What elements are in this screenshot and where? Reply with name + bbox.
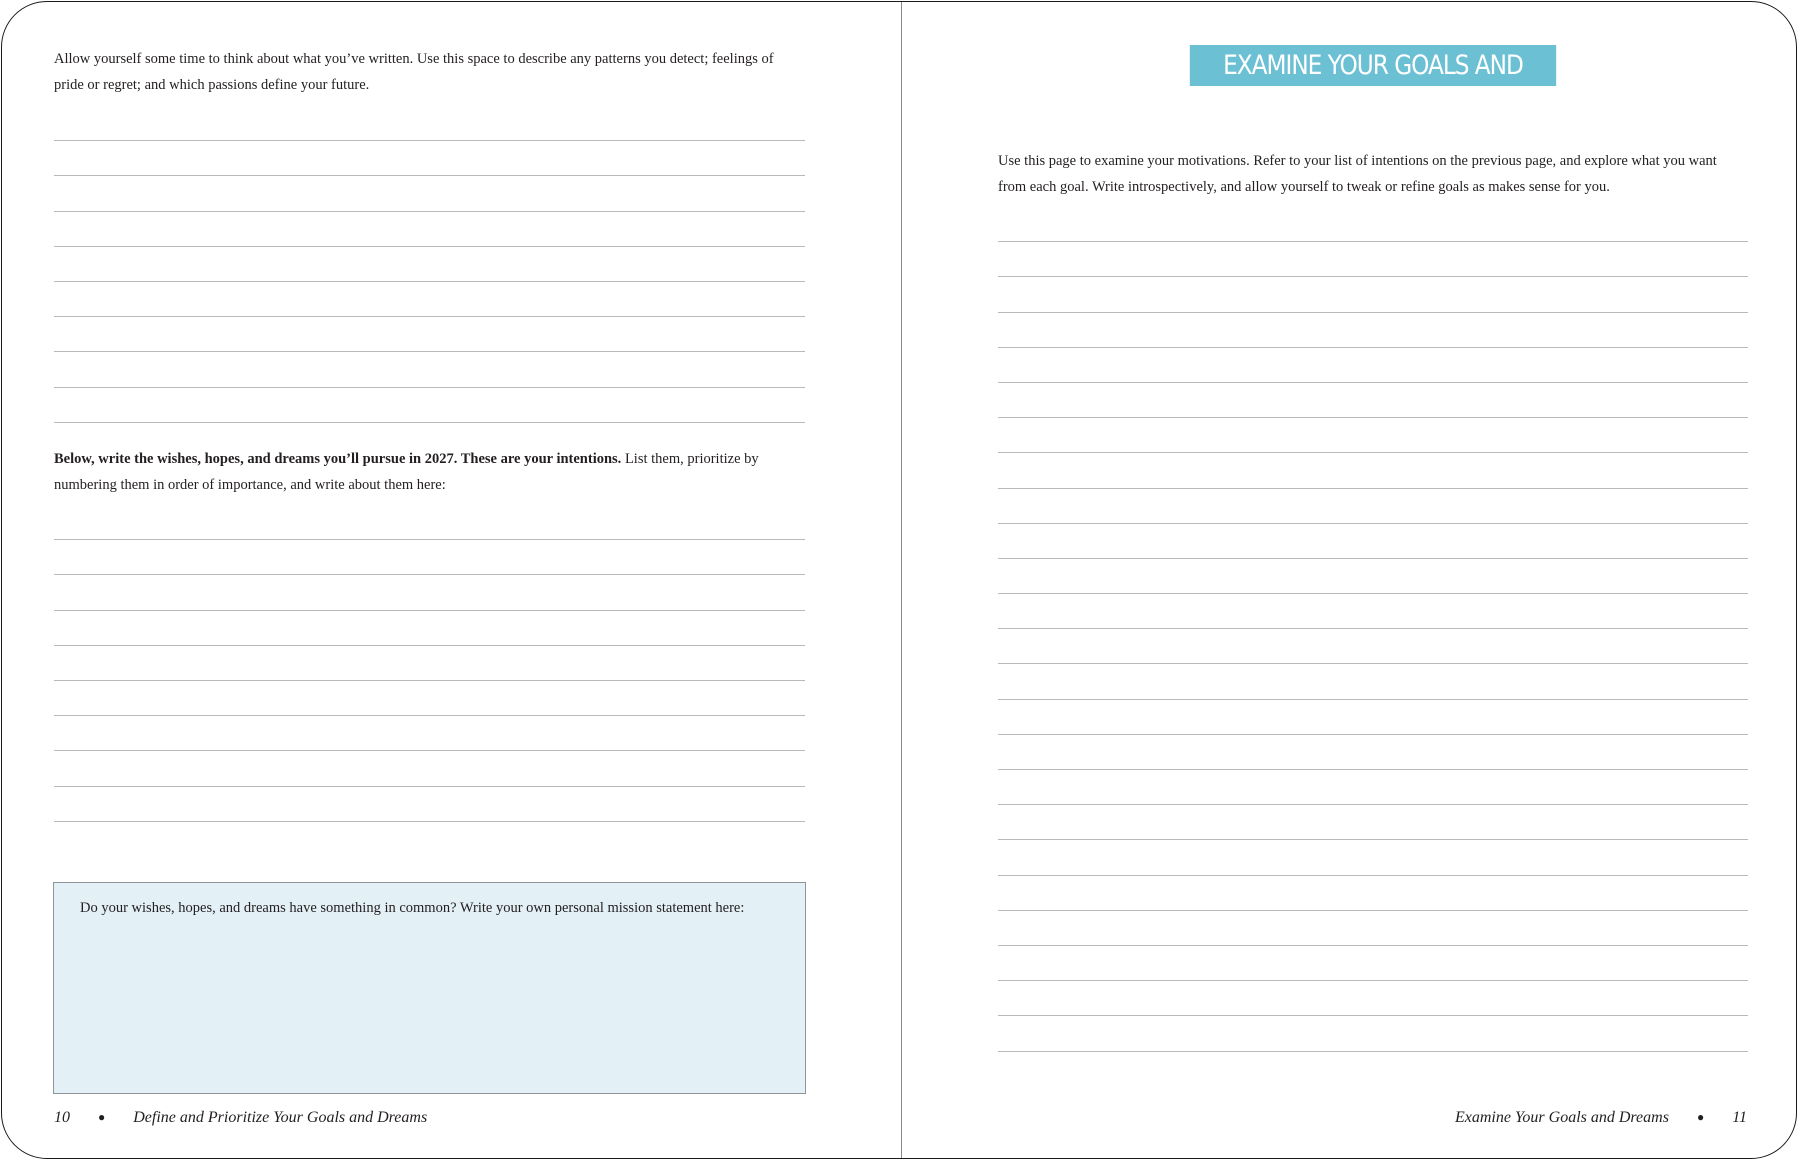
writing-line[interactable] [998, 770, 1748, 805]
writing-line[interactable] [54, 212, 805, 247]
writing-line[interactable] [54, 176, 805, 211]
page-number: 11 [1732, 1109, 1747, 1126]
mission-statement-prompt: Do your wishes, hopes, and dreams have something in common? Write your own personal mission statement here: [80, 900, 745, 916]
writing-line[interactable] [998, 313, 1748, 348]
writing-line[interactable] [54, 247, 805, 282]
writing-line[interactable] [998, 489, 1748, 524]
writing-line[interactable] [998, 453, 1748, 488]
reflection-prompt: Allow yourself some time to think about what you’ve written. Use this space to describe any patterns you detect; feelings of pride or regret; and which passions define your future. [54, 51, 774, 93]
writing-line[interactable] [998, 242, 1748, 277]
writing-line[interactable] [998, 664, 1748, 699]
writing-line[interactable] [54, 575, 805, 610]
writing-line[interactable] [998, 383, 1748, 418]
running-title: Examine Your Goals and Dreams [1455, 1109, 1669, 1126]
writing-line[interactable] [998, 277, 1748, 312]
section-heading: EXAMINE YOUR GOALS AND DREAMS [1190, 45, 1556, 86]
writing-line[interactable] [998, 207, 1748, 242]
writing-line[interactable] [998, 524, 1748, 559]
left-page-footer [54, 1106, 427, 1129]
intentions-writing-lines[interactable] [54, 505, 805, 822]
footer-bullet-icon: ● [1696, 1110, 1705, 1124]
writing-line[interactable] [998, 418, 1748, 453]
writing-line[interactable] [54, 317, 805, 352]
writing-line[interactable] [54, 388, 805, 423]
intentions-prompt-rest: List them, prioritize by numbering them in order of importance, and write about them here: [54, 451, 759, 493]
book-spread [1, 1, 1797, 1159]
writing-line[interactable] [54, 787, 805, 822]
left-page [2, 2, 901, 1158]
writing-line[interactable] [998, 981, 1748, 1016]
writing-line[interactable] [998, 700, 1748, 735]
writing-line[interactable] [998, 876, 1748, 911]
writing-line[interactable] [54, 751, 805, 786]
writing-line[interactable] [54, 716, 805, 751]
writing-line[interactable] [998, 840, 1748, 875]
intentions-prompt-bold: Below, write the wishes, hopes, and dreams you’ll pursue in 2027. These are your intentions. [54, 451, 622, 467]
writing-line[interactable] [54, 646, 805, 681]
writing-line[interactable] [998, 559, 1748, 594]
reflection-writing-lines[interactable] [54, 106, 805, 423]
writing-line[interactable] [998, 735, 1748, 770]
writing-line[interactable] [998, 946, 1748, 981]
right-page-footer [1455, 1106, 1747, 1129]
writing-line[interactable] [54, 505, 805, 540]
writing-line[interactable] [54, 540, 805, 575]
writing-line[interactable] [54, 282, 805, 317]
writing-line[interactable] [54, 681, 805, 716]
writing-line[interactable] [998, 911, 1748, 946]
writing-line[interactable] [998, 629, 1748, 664]
writing-line[interactable] [998, 1016, 1748, 1051]
page-number: 10 [54, 1109, 70, 1126]
writing-line[interactable] [54, 141, 805, 176]
footer-bullet-icon: ● [98, 1110, 106, 1124]
examine-writing-lines[interactable] [998, 207, 1748, 1052]
writing-line[interactable] [54, 106, 805, 141]
writing-line[interactable] [998, 805, 1748, 840]
writing-line[interactable] [998, 348, 1748, 383]
right-page [902, 2, 1797, 1158]
intentions-prompt [54, 446, 806, 498]
mission-statement-box[interactable] [53, 882, 806, 1094]
examine-prompt: Use this page to examine your motivations. Refer to your list of intentions on the previous page, and explore what you want from each goal. Write introspectively, and allow yourself to tweak or refine goals as makes sense for you. [998, 153, 1717, 195]
writing-line[interactable] [998, 594, 1748, 629]
running-title: Define and Prioritize Your Goals and Dreams [133, 1109, 428, 1126]
writing-line[interactable] [54, 352, 805, 387]
writing-line[interactable] [54, 611, 805, 646]
